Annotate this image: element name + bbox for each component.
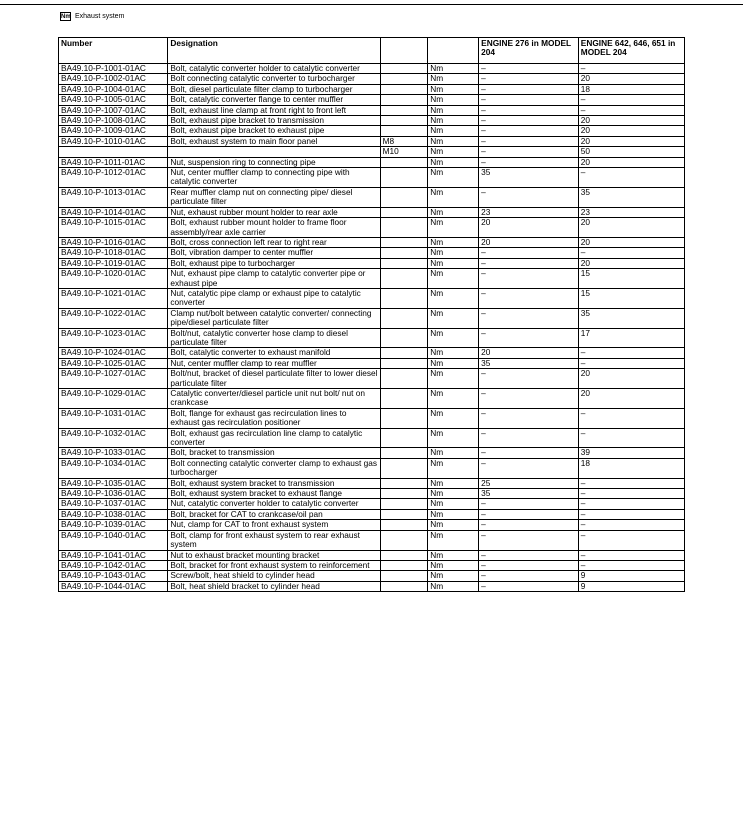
- cell-unit: Nm: [428, 458, 479, 478]
- cell-engine-276: 23: [479, 207, 579, 217]
- cell-variant: [380, 369, 428, 389]
- cell-number: BA49.10-P-1019-01AC: [59, 258, 168, 268]
- cell-variant: [380, 64, 428, 74]
- cell-unit: Nm: [428, 478, 479, 488]
- table-row: [59, 237, 685, 247]
- cell-engine-276: –: [479, 520, 579, 530]
- cell-number: BA49.10-P-1027-01AC: [59, 369, 168, 389]
- cell-designation: Bolt, exhaust rubber mount holder to frame floor assembly/rear axle carrier: [168, 218, 380, 238]
- cell-designation: Bolt, clamp for front exhaust system to rear exhaust system: [168, 530, 380, 550]
- cell-engine-642-646-651: 20: [578, 136, 684, 146]
- cell-designation: Nut, exhaust pipe clamp to catalytic converter pipe or exhaust pipe: [168, 269, 380, 289]
- cell-number: BA49.10-P-1039-01AC: [59, 520, 168, 530]
- cell-designation: Bolt, bracket for front exhaust system to reinforcement: [168, 560, 380, 570]
- cell-engine-642-646-651: –: [578, 499, 684, 509]
- cell-engine-642-646-651: 18: [578, 458, 684, 478]
- cell-number: BA49.10-P-1034-01AC: [59, 458, 168, 478]
- cell-engine-642-646-651: 20: [578, 126, 684, 136]
- cell-variant: [380, 308, 428, 328]
- cell-variant: [380, 218, 428, 238]
- table-row: [59, 136, 685, 146]
- table-row: [59, 95, 685, 105]
- cell-engine-642-646-651: 15: [578, 288, 684, 308]
- cell-variant: [380, 348, 428, 358]
- cell-unit: Nm: [428, 269, 479, 289]
- table-row: [59, 64, 685, 74]
- table-row: [59, 84, 685, 94]
- cell-number: BA49.10-P-1013-01AC: [59, 187, 168, 207]
- cell-engine-276: –: [479, 157, 579, 167]
- cell-unit: Nm: [428, 84, 479, 94]
- table-row: [59, 448, 685, 458]
- cell-unit: Nm: [428, 207, 479, 217]
- table-body: [59, 64, 685, 592]
- cell-engine-642-646-651: 39: [578, 448, 684, 458]
- torque-nm-icon: Nm: [61, 14, 71, 20]
- cell-engine-642-646-651: 50: [578, 147, 684, 157]
- cell-designation: Bolt, flange for exhaust gas recirculation lines to exhaust gas recirculation positioner: [168, 408, 380, 428]
- cell-number: BA49.10-P-1016-01AC: [59, 237, 168, 247]
- table-row: [59, 478, 685, 488]
- cell-variant: [380, 499, 428, 509]
- table-row: [59, 328, 685, 348]
- cell-number: BA49.10-P-1010-01AC: [59, 136, 168, 146]
- cell-variant: [380, 530, 428, 550]
- cell-engine-642-646-651: 20: [578, 218, 684, 238]
- cell-unit: Nm: [428, 95, 479, 105]
- table-row: [59, 288, 685, 308]
- table-row: [59, 581, 685, 591]
- cell-variant: [380, 168, 428, 188]
- cell-variant: [380, 328, 428, 348]
- cell-unit: Nm: [428, 218, 479, 238]
- cell-engine-642-646-651: 9: [578, 581, 684, 591]
- cell-engine-642-646-651: 20: [578, 74, 684, 84]
- cell-unit: Nm: [428, 64, 479, 74]
- cell-engine-642-646-651: –: [578, 560, 684, 570]
- cell-variant: [380, 258, 428, 268]
- cell-engine-642-646-651: –: [578, 64, 684, 74]
- cell-engine-276: –: [479, 84, 579, 94]
- cell-designation: Nut, catalytic pipe clamp or exhaust pipe to catalytic converter: [168, 288, 380, 308]
- torque-spec-table: [58, 37, 685, 592]
- cell-designation: Bolt, vibration damper to center muffler: [168, 248, 380, 258]
- cell-engine-276: –: [479, 126, 579, 136]
- cell-designation: Bolt, exhaust system to main floor panel: [168, 136, 380, 146]
- cell-number: BA49.10-P-1005-01AC: [59, 95, 168, 105]
- table-row: [59, 520, 685, 530]
- cell-engine-276: –: [479, 74, 579, 84]
- cell-designation: Bolt, exhaust pipe to turbocharger: [168, 258, 380, 268]
- cell-number: BA49.10-P-1043-01AC: [59, 571, 168, 581]
- cell-engine-642-646-651: –: [578, 509, 684, 519]
- cell-variant: [380, 560, 428, 570]
- header-designation: Designation: [168, 38, 380, 64]
- cell-unit: Nm: [428, 550, 479, 560]
- cell-engine-642-646-651: –: [578, 408, 684, 428]
- cell-unit: Nm: [428, 358, 479, 368]
- cell-variant: [380, 237, 428, 247]
- cell-variant: [380, 408, 428, 428]
- cell-unit: Nm: [428, 157, 479, 167]
- cell-number: BA49.10-P-1036-01AC: [59, 489, 168, 499]
- cell-engine-276: –: [479, 64, 579, 74]
- cell-unit: Nm: [428, 428, 479, 448]
- table-row: [59, 269, 685, 289]
- cell-number: BA49.10-P-1037-01AC: [59, 499, 168, 509]
- cell-engine-642-646-651: –: [578, 348, 684, 358]
- cell-unit: Nm: [428, 308, 479, 328]
- cell-variant: [380, 571, 428, 581]
- cell-variant: [380, 248, 428, 258]
- cell-engine-276: –: [479, 458, 579, 478]
- cell-unit: Nm: [428, 328, 479, 348]
- cell-variant: M8: [380, 136, 428, 146]
- cell-unit: Nm: [428, 520, 479, 530]
- cell-unit: Nm: [428, 509, 479, 519]
- cell-number: BA49.10-P-1001-01AC: [59, 64, 168, 74]
- table-row: [59, 499, 685, 509]
- cell-designation: Bolt, cross connection left rear to right rear: [168, 237, 380, 247]
- cell-engine-276: –: [479, 328, 579, 348]
- cell-engine-642-646-651: –: [578, 520, 684, 530]
- cell-number: BA49.10-P-1041-01AC: [59, 550, 168, 560]
- cell-variant: [380, 269, 428, 289]
- cell-engine-276: –: [479, 530, 579, 550]
- header-variant-blank: [380, 38, 428, 64]
- cell-designation: Bolt, catalytic converter to exhaust manifold: [168, 348, 380, 358]
- cell-engine-642-646-651: –: [578, 105, 684, 115]
- cell-engine-276: –: [479, 187, 579, 207]
- cell-engine-642-646-651: –: [578, 248, 684, 258]
- cell-designation: Bolt, catalytic converter holder to catalytic converter: [168, 64, 380, 74]
- cell-unit: Nm: [428, 258, 479, 268]
- cell-designation: Nut to exhaust bracket mounting bracket: [168, 550, 380, 560]
- cell-engine-276: –: [479, 581, 579, 591]
- cell-designation: Catalytic converter/diesel particle unit nut bolt/ nut on crankcase: [168, 389, 380, 409]
- table-row: [59, 157, 685, 167]
- cell-engine-642-646-651: –: [578, 168, 684, 188]
- cell-variant: [380, 389, 428, 409]
- cell-number: BA49.10-P-1004-01AC: [59, 84, 168, 94]
- cell-engine-642-646-651: 20: [578, 389, 684, 409]
- table-row: [59, 105, 685, 115]
- cell-variant: [380, 489, 428, 499]
- cell-number: BA49.10-P-1023-01AC: [59, 328, 168, 348]
- cell-unit: Nm: [428, 147, 479, 157]
- cell-unit: Nm: [428, 389, 479, 409]
- cell-number: BA49.10-P-1015-01AC: [59, 218, 168, 238]
- cell-engine-642-646-651: 20: [578, 237, 684, 247]
- cell-engine-642-646-651: –: [578, 478, 684, 488]
- cell-variant: [380, 520, 428, 530]
- cell-designation: [168, 147, 380, 157]
- cell-engine-642-646-651: 35: [578, 308, 684, 328]
- cell-designation: Nut, catalytic converter holder to catalytic converter: [168, 499, 380, 509]
- cell-engine-276: –: [479, 269, 579, 289]
- cell-number: BA49.10-P-1002-01AC: [59, 74, 168, 84]
- cell-unit: Nm: [428, 136, 479, 146]
- cell-number: BA49.10-P-1012-01AC: [59, 168, 168, 188]
- table-row: [59, 248, 685, 258]
- cell-engine-642-646-651: 15: [578, 269, 684, 289]
- table-row: [59, 530, 685, 550]
- cell-unit: Nm: [428, 187, 479, 207]
- cell-unit: Nm: [428, 571, 479, 581]
- cell-unit: Nm: [428, 489, 479, 499]
- cell-designation: Bolt, heat shield bracket to cylinder head: [168, 581, 380, 591]
- cell-engine-276: –: [479, 571, 579, 581]
- cell-engine-642-646-651: 35: [578, 187, 684, 207]
- cell-variant: [380, 550, 428, 560]
- cell-number: BA49.10-P-1035-01AC: [59, 478, 168, 488]
- cell-designation: Bolt, exhaust system bracket to transmission: [168, 478, 380, 488]
- cell-variant: [380, 126, 428, 136]
- cell-designation: Bolt, diesel particulate filter clamp to turbocharger: [168, 84, 380, 94]
- cell-engine-642-646-651: –: [578, 550, 684, 560]
- cell-number: BA49.10-P-1032-01AC: [59, 428, 168, 448]
- cell-number: BA49.10-P-1022-01AC: [59, 308, 168, 328]
- cell-designation: Bolt, catalytic converter flange to center muffler: [168, 95, 380, 105]
- table-row: [59, 428, 685, 448]
- header-engine-642-646-651: ENGINE 642, 646, 651 in MODEL 204: [578, 38, 684, 64]
- table-row: [59, 74, 685, 84]
- cell-engine-276: –: [479, 448, 579, 458]
- cell-designation: Bolt, exhaust system bracket to exhaust flange: [168, 489, 380, 499]
- cell-unit: Nm: [428, 348, 479, 358]
- cell-variant: [380, 458, 428, 478]
- cell-engine-642-646-651: –: [578, 530, 684, 550]
- cell-number: BA49.10-P-1021-01AC: [59, 288, 168, 308]
- cell-designation: Bolt, bracket to transmission: [168, 448, 380, 458]
- cell-engine-276: –: [479, 95, 579, 105]
- cell-variant: M10: [380, 147, 428, 157]
- cell-designation: Clamp nut/bolt between catalytic converter/ connecting pipe/diesel particulate filter: [168, 308, 380, 328]
- cell-number: BA49.10-P-1011-01AC: [59, 157, 168, 167]
- cell-engine-276: 20: [479, 218, 579, 238]
- cell-engine-642-646-651: 17: [578, 328, 684, 348]
- cell-variant: [380, 288, 428, 308]
- cell-number: BA49.10-P-1033-01AC: [59, 448, 168, 458]
- cell-engine-276: 20: [479, 348, 579, 358]
- cell-number: BA49.10-P-1042-01AC: [59, 560, 168, 570]
- cell-designation: Bolt connecting catalytic converter clamp to exhaust gas turbocharger: [168, 458, 380, 478]
- cell-engine-276: –: [479, 550, 579, 560]
- cell-engine-276: 35: [479, 168, 579, 188]
- table-row: [59, 369, 685, 389]
- cell-engine-276: –: [479, 105, 579, 115]
- cell-engine-642-646-651: 20: [578, 116, 684, 126]
- cell-engine-276: –: [479, 248, 579, 258]
- cell-unit: Nm: [428, 168, 479, 188]
- cell-designation: Nut, center muffler clamp to rear muffler: [168, 358, 380, 368]
- cell-designation: Rear muffler clamp nut on connecting pipe/ diesel particulate filter: [168, 187, 380, 207]
- cell-unit: Nm: [428, 237, 479, 247]
- cell-engine-276: –: [479, 560, 579, 570]
- cell-engine-642-646-651: –: [578, 358, 684, 368]
- table-row: [59, 358, 685, 368]
- cell-designation: Bolt, exhaust gas recirculation line clamp to catalytic converter: [168, 428, 380, 448]
- cell-designation: Nut, clamp for CAT to front exhaust system: [168, 520, 380, 530]
- cell-engine-276: –: [479, 428, 579, 448]
- cell-engine-276: –: [479, 147, 579, 157]
- cell-engine-276: –: [479, 308, 579, 328]
- cell-variant: [380, 74, 428, 84]
- cell-variant: [380, 84, 428, 94]
- cell-variant: [380, 116, 428, 126]
- cell-number: BA49.10-P-1014-01AC: [59, 207, 168, 217]
- cell-number: BA49.10-P-1020-01AC: [59, 269, 168, 289]
- table-row: [59, 187, 685, 207]
- header-engine-276: ENGINE 276 in MODEL 204: [479, 38, 579, 64]
- cell-number: BA49.10-P-1007-01AC: [59, 105, 168, 115]
- cell-variant: [380, 581, 428, 591]
- cell-number: BA49.10-P-1009-01AC: [59, 126, 168, 136]
- cell-variant: [380, 428, 428, 448]
- cell-engine-276: 35: [479, 489, 579, 499]
- cell-variant: [380, 509, 428, 519]
- cell-engine-642-646-651: 18: [578, 84, 684, 94]
- top-rule: [0, 4, 743, 5]
- table-row: [59, 116, 685, 126]
- cell-variant: [380, 358, 428, 368]
- cell-engine-276: –: [479, 369, 579, 389]
- cell-number: BA49.10-P-1044-01AC: [59, 581, 168, 591]
- table-row: [59, 408, 685, 428]
- cell-unit: Nm: [428, 530, 479, 550]
- table-row: [59, 560, 685, 570]
- cell-unit: Nm: [428, 105, 479, 115]
- cell-engine-276: 20: [479, 237, 579, 247]
- cell-engine-276: –: [479, 509, 579, 519]
- cell-number: BA49.10-P-1018-01AC: [59, 248, 168, 258]
- cell-designation: Nut, exhaust rubber mount holder to rear axle: [168, 207, 380, 217]
- cell-engine-276: 35: [479, 358, 579, 368]
- cell-unit: Nm: [428, 126, 479, 136]
- section-title: Exhaust system: [75, 13, 125, 20]
- cell-engine-642-646-651: –: [578, 428, 684, 448]
- cell-engine-276: –: [479, 116, 579, 126]
- table-row: [59, 348, 685, 358]
- cell-designation: Bolt, exhaust pipe bracket to exhaust pipe: [168, 126, 380, 136]
- table-row: [59, 258, 685, 268]
- cell-variant: [380, 95, 428, 105]
- cell-engine-642-646-651: 9: [578, 571, 684, 581]
- cell-variant: [380, 478, 428, 488]
- cell-number: BA49.10-P-1029-01AC: [59, 389, 168, 409]
- cell-engine-276: –: [479, 288, 579, 308]
- cell-unit: Nm: [428, 560, 479, 570]
- table-row: [59, 389, 685, 409]
- cell-number: BA49.10-P-1038-01AC: [59, 509, 168, 519]
- cell-number: BA49.10-P-1031-01AC: [59, 408, 168, 428]
- table-row: [59, 308, 685, 328]
- cell-unit: Nm: [428, 248, 479, 258]
- cell-designation: Screw/bolt, heat shield to cylinder head: [168, 571, 380, 581]
- cell-number: BA49.10-P-1040-01AC: [59, 530, 168, 550]
- cell-number: BA49.10-P-1025-01AC: [59, 358, 168, 368]
- cell-designation: Bolt, bracket for CAT to crankcase/oil pan: [168, 509, 380, 519]
- table-row: [59, 571, 685, 581]
- cell-engine-276: –: [479, 136, 579, 146]
- cell-variant: [380, 207, 428, 217]
- header-number: Number: [59, 38, 168, 64]
- table-header-row: [59, 38, 685, 64]
- cell-engine-276: –: [479, 258, 579, 268]
- table-row: [59, 168, 685, 188]
- cell-number: BA49.10-P-1024-01AC: [59, 348, 168, 358]
- table-row: [59, 489, 685, 499]
- cell-unit: Nm: [428, 369, 479, 389]
- cell-designation: Nut, suspension ring to connecting pipe: [168, 157, 380, 167]
- cell-unit: Nm: [428, 499, 479, 509]
- cell-designation: Bolt, exhaust line clamp at front right to front left: [168, 105, 380, 115]
- table-row: [59, 147, 685, 157]
- cell-designation: Bolt connecting catalytic converter to turbocharger: [168, 74, 380, 84]
- cell-engine-276: 25: [479, 478, 579, 488]
- cell-engine-642-646-651: 20: [578, 369, 684, 389]
- cell-engine-642-646-651: 20: [578, 258, 684, 268]
- table-row: [59, 550, 685, 560]
- cell-designation: Bolt/nut, bracket of diesel particulate filter to lower diesel particulate filter: [168, 369, 380, 389]
- cell-designation: Nut, center muffler clamp to connecting pipe with catalytic converter: [168, 168, 380, 188]
- cell-unit: Nm: [428, 74, 479, 84]
- cell-variant: [380, 105, 428, 115]
- table-row: [59, 218, 685, 238]
- cell-unit: Nm: [428, 288, 479, 308]
- table-row: [59, 509, 685, 519]
- cell-engine-642-646-651: –: [578, 489, 684, 499]
- cell-engine-276: –: [479, 389, 579, 409]
- table-row: [59, 458, 685, 478]
- cell-number: [59, 147, 168, 157]
- cell-unit: Nm: [428, 448, 479, 458]
- section-header: [60, 12, 124, 21]
- cell-engine-642-646-651: 20: [578, 157, 684, 167]
- cell-unit: Nm: [428, 408, 479, 428]
- header-unit-blank: [428, 38, 479, 64]
- cell-number: BA49.10-P-1008-01AC: [59, 116, 168, 126]
- cell-designation: Bolt, exhaust pipe bracket to transmission: [168, 116, 380, 126]
- cell-variant: [380, 187, 428, 207]
- table-row: [59, 126, 685, 136]
- cell-unit: Nm: [428, 116, 479, 126]
- cell-engine-276: –: [479, 408, 579, 428]
- cell-variant: [380, 448, 428, 458]
- cell-engine-276: –: [479, 499, 579, 509]
- cell-designation: Bolt/nut, catalytic converter hose clamp to diesel particulate filter: [168, 328, 380, 348]
- cell-unit: Nm: [428, 581, 479, 591]
- cell-engine-642-646-651: 23: [578, 207, 684, 217]
- table-row: [59, 207, 685, 217]
- cell-engine-642-646-651: –: [578, 95, 684, 105]
- cell-variant: [380, 157, 428, 167]
